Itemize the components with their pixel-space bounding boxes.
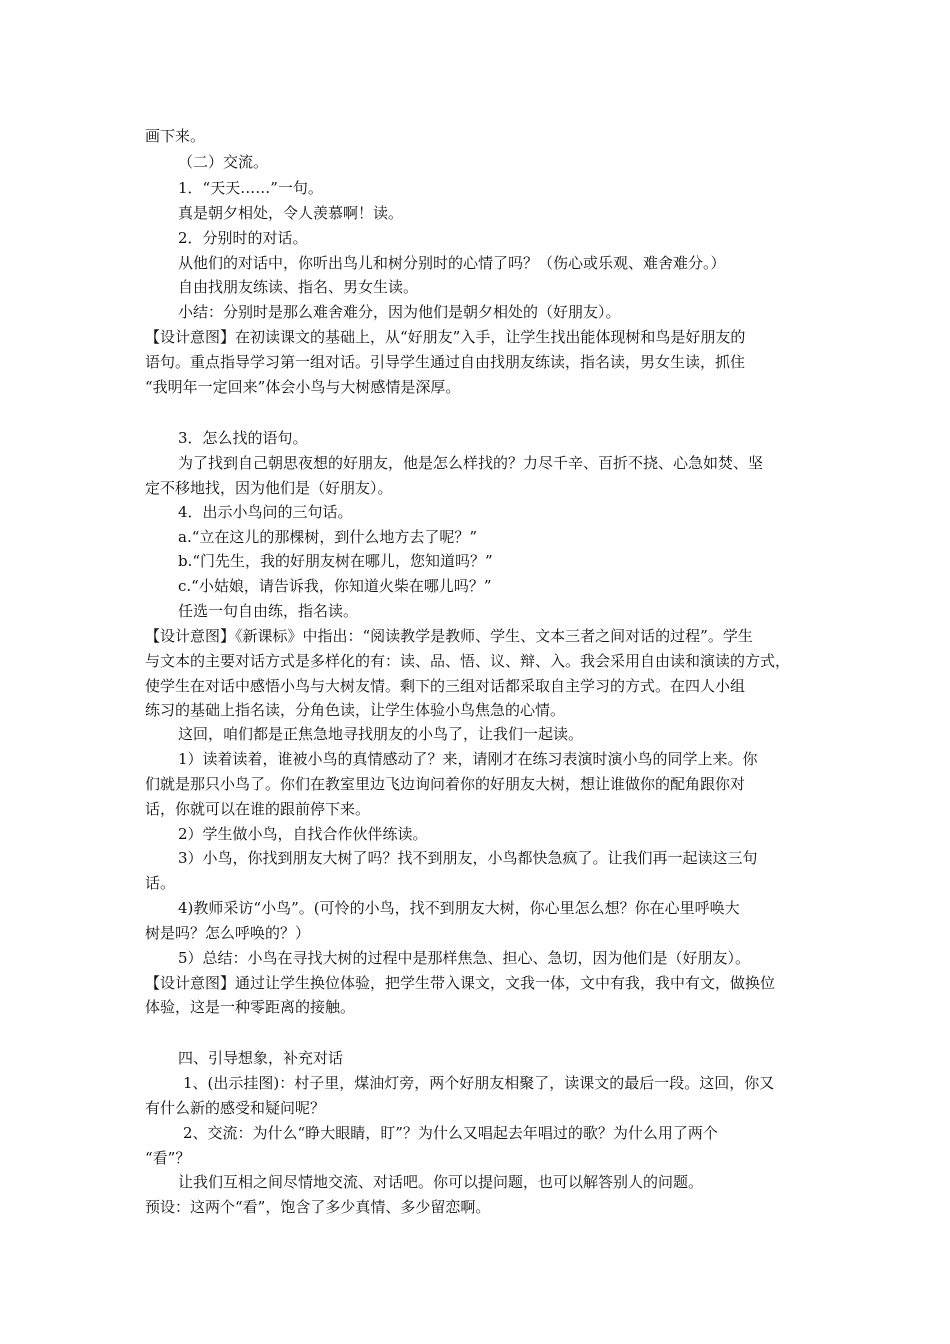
text-line: c.“小姑娘，请告诉我，你知道火柴在哪儿吗？” [178,577,492,595]
text-line: 语句。重点指导学习第一组对话。引导学生通过自由找朋友练读，指名读，男女生读，抓住 [145,353,746,371]
text-line: 树是吗？怎么呼唤的？） [145,924,311,942]
text-line: 自由找朋友练读、指名、男女生读。 [178,278,419,296]
text-line: 话。 [145,874,176,892]
text-line: 与文本的主要对话方式是多样化的有：读、品、悟、议、辩、入。我会采用自由读和演读的方式， [145,652,791,670]
text-line: 3）小鸟，你找到朋友大树了吗？找不到朋友，小鸟都快急疯了。让我们再一起读这三句 [178,849,758,867]
text-line: 任选一句自由练，指名读。 [178,602,359,620]
text-line: 5）总结：小鸟在寻找大树的过程中是那样焦急、担心、急切，因为他们是（好朋友）。 [178,949,751,967]
text-line: 2．分别时的对话。 [178,229,308,247]
text-line: 3．怎么找的语句。 [178,429,308,447]
text-line: 有什么新的感受和疑问呢？ [145,1099,326,1117]
text-line: “看”？ [145,1149,191,1167]
design-intent-line: 【设计意图】在初读课文的基础上，从“好朋友”入手，让学生找出能体现树和鸟是好朋友的 [145,328,746,346]
design-intent-line: 【设计意图】《新课标》中指出：“阅读教学是教师、学生、文本三者之间对话的过程”。学生 [145,627,753,645]
text-line: 1）读着读着，谁被小鸟的真情感动了？来，请刚才在练习表演时演小鸟的同学上来。你 [178,750,758,768]
text-line: “我明年一定回来”体会小鸟与大树感情是深厚。 [145,378,461,396]
text-line: 练习的基础上指名读，分角色读，让学生体验小鸟焦急的心情。 [145,701,566,719]
section-heading: （二）交流。 [178,153,269,171]
text-line: 4)教师采访“小鸟”。(可怜的小鸟，找不到朋友大树，你心里怎么想？你在心里呼唤大 [178,899,740,917]
text-line: 让我们互相之间尽情地交流、对话吧。你可以提问题，也可以解答别人的问题。 [178,1173,704,1191]
text-line: 预设：这两个“看”，饱含了多少真情、多少留恋啊。 [145,1198,491,1216]
text-line: 4．出示小鸟问的三句话。 [178,503,353,521]
text-line: 体验，这是一种零距离的接触。 [145,998,356,1016]
text-line: 1、(出示挂图)：村子里，煤油灯旁，两个好朋友相聚了，读课文的最后一段。这回，你又 [183,1074,775,1092]
text-line: 1．“天天……”一句。 [178,179,323,197]
text-line: 定不移地找，因为他们是（好朋友）。 [145,479,393,497]
section-heading: 四、引导想象，补充对话 [178,1049,344,1067]
text-line: 真是朝夕相处，令人羡慕啊！读。 [178,204,404,222]
text-line: 们就是那只小鸟了。你们在教室里边飞边询问着你的好朋友大树，想让谁做你的配角跟你对 [145,775,746,793]
text-line: 画下来。 [145,127,206,145]
text-line: 2、交流：为什么“睁大眼睛，盯”？为什么又唱起去年唱过的歌？为什么用了两个 [183,1124,718,1142]
text-line: 2）学生做小鸟，自找合作伙伴练读。 [178,825,428,843]
text-line: 话，你就可以在谁的跟前停下来。 [145,800,371,818]
text-line: 小结：分别时是那么难舍难分，因为他们是朝夕相处的（好朋友）。 [178,303,621,321]
text-line: a.“立在这儿的那棵树，到什么地方去了呢？” [178,528,478,546]
text-line: 这回，咱们都是正焦急地寻找朋友的小鸟了，让我们一起读。 [178,725,584,743]
design-intent-line: 【设计意图】通过让学生换位体验，把学生带入课文，文我一体，文中有我，我中有文，做换位 [145,974,776,992]
text-line: b.“门先生，我的好朋友树在哪儿，您知道吗？” [178,552,493,570]
text-line: 从他们的对话中，你听出鸟儿和树分别时的心情了吗？（伤心或乐观、难舍难分。） [178,254,726,272]
text-line: 为了找到自己朝思夜想的好朋友，他是怎么样找的？力尽千辛、百折不挠、心急如焚、坚 [178,454,764,472]
text-line: 使学生在对话中感悟小鸟与大树友情。剩下的三组对话都采取自主学习的方式。在四人小组 [145,677,746,695]
